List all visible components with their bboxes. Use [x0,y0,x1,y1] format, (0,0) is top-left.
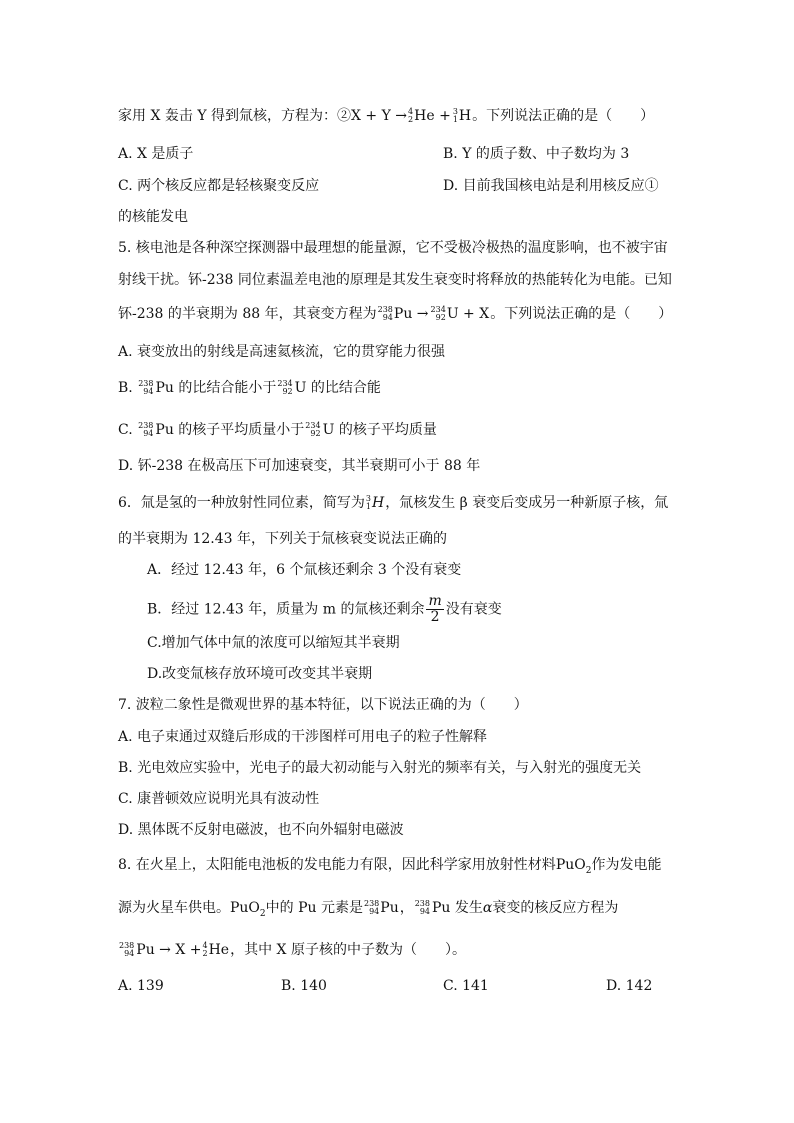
u-nuclide: 234 92 [305,421,321,438]
q5-option-a: A. 衰变放出的射线是高速氦核流，它的贯穿能力很强 [118,344,446,360]
pu-nuclide: 238 94 [138,421,154,438]
q6-option-b: B．经过 12.43 年，质量为 m 的氚核还剩余 $\frac{m}{2}$ 没有衰变 [147,593,502,625]
pu-nuclide: 238 94 [414,899,430,916]
q6-option-d: D.改变氚核存放环境可改变其半衰期 [147,666,373,682]
q4-option-a: A. X 是质子 [118,146,194,162]
q7-option-a: A. 电子束通过双缝后形成的干涉图样可用电子的粒子性解释 [118,729,488,745]
q8-option-d: D. 142 [606,978,653,994]
q6-option-c: C.增加气体中氚的浓度可以缩短其半衰期 [147,635,400,651]
he-nuclide: 4 2 He + [408,107,451,124]
q4-text: 家用 X 轰击 Y 得到氚核，方程为：②X + Y → [118,108,408,124]
q4-prompt: 。下列说法正确的是（ ） [472,108,655,124]
q7-option-b: B. 光电效应实验中，光电子的最大初动能与入射光的频率有关，与入射光的强度无关 [118,760,642,776]
pu-nuclide: 238 94 Pu [364,899,399,916]
q8-option-b: B. 140 [281,978,327,994]
q4-option-d: D. 目前我国核电站是利用核反应① [443,178,659,194]
q4-option-c: C. 两个核反应都是轻核聚变反应 [118,178,320,194]
q8-stem-3: 238 94 Pu → X + 4 2 He，其中 X 原子核的中子数为（ ）。 [119,941,466,958]
alpha-symbol: α [482,900,493,916]
q7-option-c: C. 康普顿效应说明光具有波动性 [118,791,320,807]
q6-stem-1: 6．氚是氢的一种放射性同位素，简写为 3 1 H，氚核发生 β 衰变后变成另一种新原子核，氚 [118,494,669,511]
he-nuclide: 4 2 He [202,941,230,958]
puo2-formula: PuO$_2$ [230,900,266,919]
pu-nuclide: 238 94 Pu → [377,305,429,322]
pu-nuclide: 238 94 [119,941,135,958]
q8-option-a: A. 139 [118,978,164,994]
q4-option-b: B. Y 的质子数、中子数均为 3 [443,146,630,162]
q5-stem-3: 钚-238 的半衰期为 88 年，其衰变方程为 238 94 Pu → 234 92 U + X。下列说法正确的是（ ） [118,305,673,322]
q5-option-d: D. 钚-238 在极高压下可加速衰变，其半衰期可小于 88 年 [118,458,481,474]
h-nuclide: 3 1 H [452,107,472,124]
q8-option-c: C. 141 [443,978,489,994]
q8-stem-1: 8. 在火星上，太阳能电池板的发电能力有限，因此科学家用放射性材料PuO$_2$作为发电能 [118,857,662,876]
q6-option-a: A．经过 12.43 年，6 个氚核还剩余 3 个没有衰变 [147,562,462,578]
q4-option-d-cont: 的核能发电 [118,209,188,225]
q5-stem-1: 5. 核电池是各种深空探测器中最理想的能量源，它不受极冷极热的温度影响，也不被宇宙 [118,240,668,256]
u-nuclide: 234 92 U + X [430,305,490,322]
q8-stem-2: 源为火星车供电。PuO$_2$中的 Pu 元素是 238 94 Pu， 238 94 Pu 发生α衰变的核反应方程为 [118,899,619,919]
q5-stem-2: 射线干扰。钚-238 同位素温差电池的原理是其发生衰变时将释放的热能转化为电能。已知 [118,272,672,288]
q5-option-c: C. 238 94 Pu 的核子平均质量小于 234 92 U 的核子平均质量 [118,421,437,438]
u-nuclide: 234 92 [277,379,293,396]
fraction-m-over-2: $\frac{m}{2}$ [428,593,442,625]
q7-option-d: D. 黑体既不反射电磁波，也不向外辐射电磁波 [118,822,404,838]
q7-stem: 7. 波粒二象性是微观世界的基本特征，以下说法正确的为（ ） [118,697,528,713]
puo2-formula: PuO$_2$ [555,857,592,876]
q5-option-b: B. 238 94 Pu 的比结合能小于 234 92 U 的比结合能 [118,379,381,396]
tritium-nuclide: 3 1 H [365,494,385,511]
q4-equation-line [118,106,654,126]
q6-stem-2: 的半衰期为 12.43 年，下列关于氚核衰变说法正确的 [118,531,447,547]
pu-nuclide: 238 94 [138,379,154,396]
